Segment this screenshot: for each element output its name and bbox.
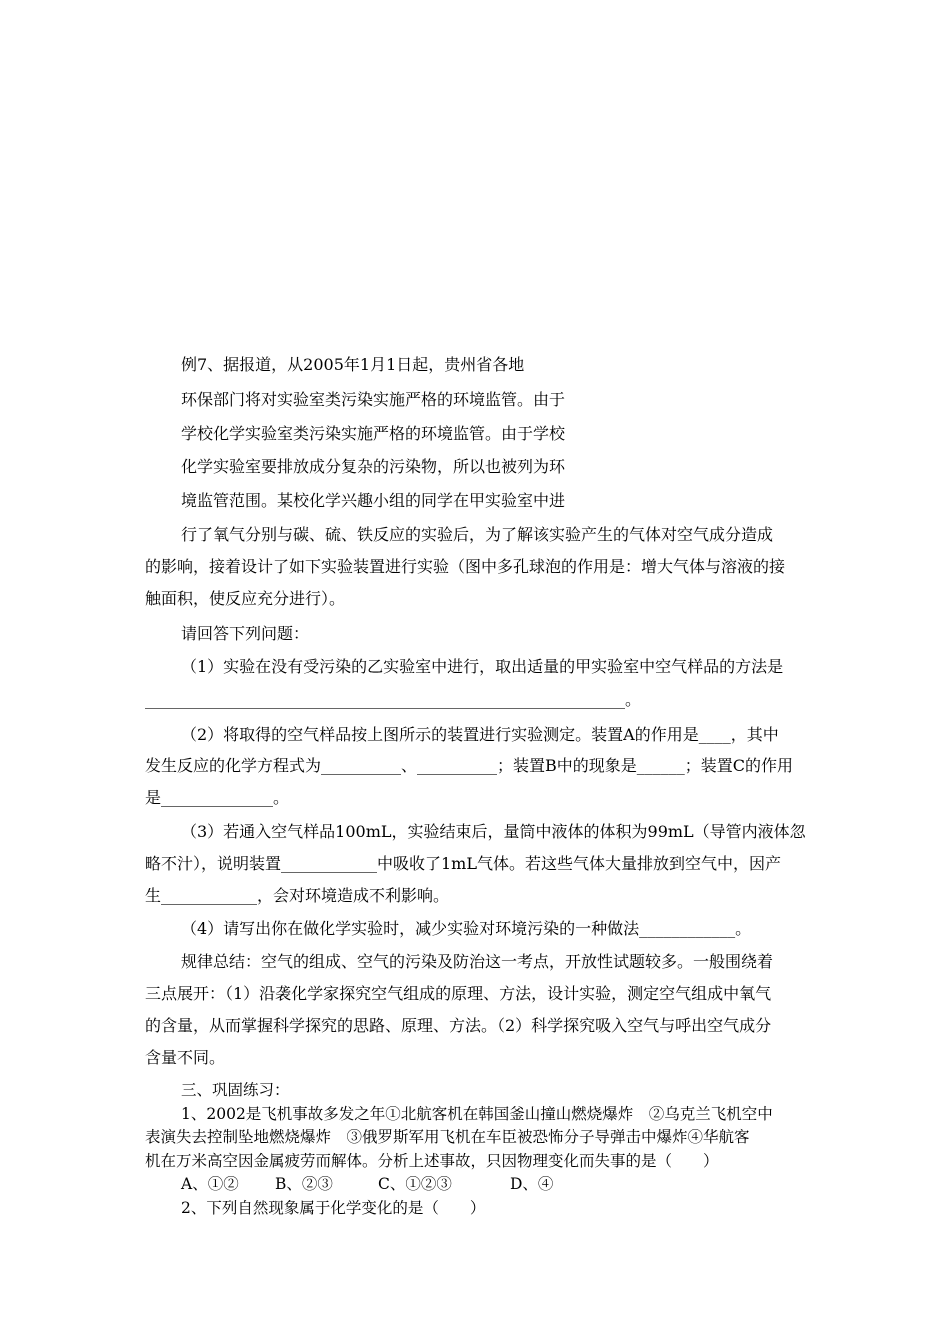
summary-line-3: 的含量，从而掌握科学探究的思路、原理、方法。（2）科学探究吸入空气与呼出空气成分 [145,1016,772,1035]
option-c: C、①②③ [378,1175,452,1193]
summary-line-4: 含量不同。 [145,1048,226,1067]
practice-2: 2、下列自然现象属于化学变化的是（ ） [181,1199,486,1217]
option-d: D、④ [510,1175,554,1193]
question-3-line-2: 略不汁），说明装置____________中吸收了1mL气体。若这些气体大量排放到空气中，因产 [145,854,781,873]
summary-line-1: 规律总结：空气的组成、空气的污染及防治这一考点，开放性试题较多。一般围绕着 [181,952,774,971]
practice-1-line-1: 1、2002是飞机事故多发之年①北航客机在韩国釜山撞山燃烧爆炸 ②乌克兰飞机空中 [181,1105,773,1123]
summary-line-2: 三点展开：（1）沿袭化学家探究空气组成的原理、方法，设计实验，测定空气组成中氧气 [145,984,772,1003]
example-line-3: 学校化学实验室类污染实施严格的环境监管。由于学校 [181,424,566,443]
example-line-2: 环保部门将对实验室类污染实施严格的环境监管。由于 [181,390,566,409]
question-1-line-1: （1）实验在没有受污染的乙实验室中进行，取出适量的甲实验室中空气样品的方法是 [181,657,784,676]
example-line-1: 例7、据报道，从2005年1月1日起，贵州省各地 [181,355,525,374]
example-line-4: 化学实验室要排放成分复杂的污染物，所以也被列为环 [181,457,566,476]
option-a: A、①② [181,1175,239,1193]
option-b: B、②③ [275,1175,333,1193]
question-3-line-1: （3）若通入空气样品100mL，实验结束后，量筒中液体的体积为99mL（导管内液体忽 [181,822,806,841]
question-3-line-3: 生____________，会对环境造成不利影响。 [145,886,450,905]
question-2-line-2: 发生反应的化学方程式为__________、__________；装置B中的现象是______；装置C的作用 [145,756,794,775]
practice-1-line-2: 表演失去控制坠地燃烧爆炸 ③俄罗斯军用飞机在车臣被恐怖分子导弹击中爆炸④华航客 [145,1128,750,1146]
question-2-line-3: 是______________。 [145,788,290,807]
example-line-5: 境监管范围。某校化学兴趣小组的同学在甲实验室中进 [181,491,566,510]
question-4: （4）请写出你在做化学实验时，减少实验对环境污染的一种做法____________。 [181,919,752,938]
question-prompt: 请回答下列问题： [181,624,310,643]
example-line-7: 的影响，接着设计了如下实验装置进行实验（图中多孔球泡的作用是：增大气体与溶液的接 [145,557,786,576]
example-line-8: 触面积，使反应充分进行）。 [145,589,346,608]
question-2-line-1: （2）将取得的空气样品按上图所示的装置进行实验测定。装置A的作用是____，其中 [181,725,779,744]
question-1-line-2: ____________________________________________________________。 [145,690,642,709]
practice-heading: 三、巩固练习： [181,1081,290,1099]
example-line-6: 行了氧气分别与碳、硫、铁反应的实验后，为了解该实验产生的气体对空气成分造成 [181,525,774,544]
practice-1-line-3: 机在万米高空因金属疲劳而解体。分析上述事故，只因物理变化而失事的是（ ） [145,1152,719,1170]
